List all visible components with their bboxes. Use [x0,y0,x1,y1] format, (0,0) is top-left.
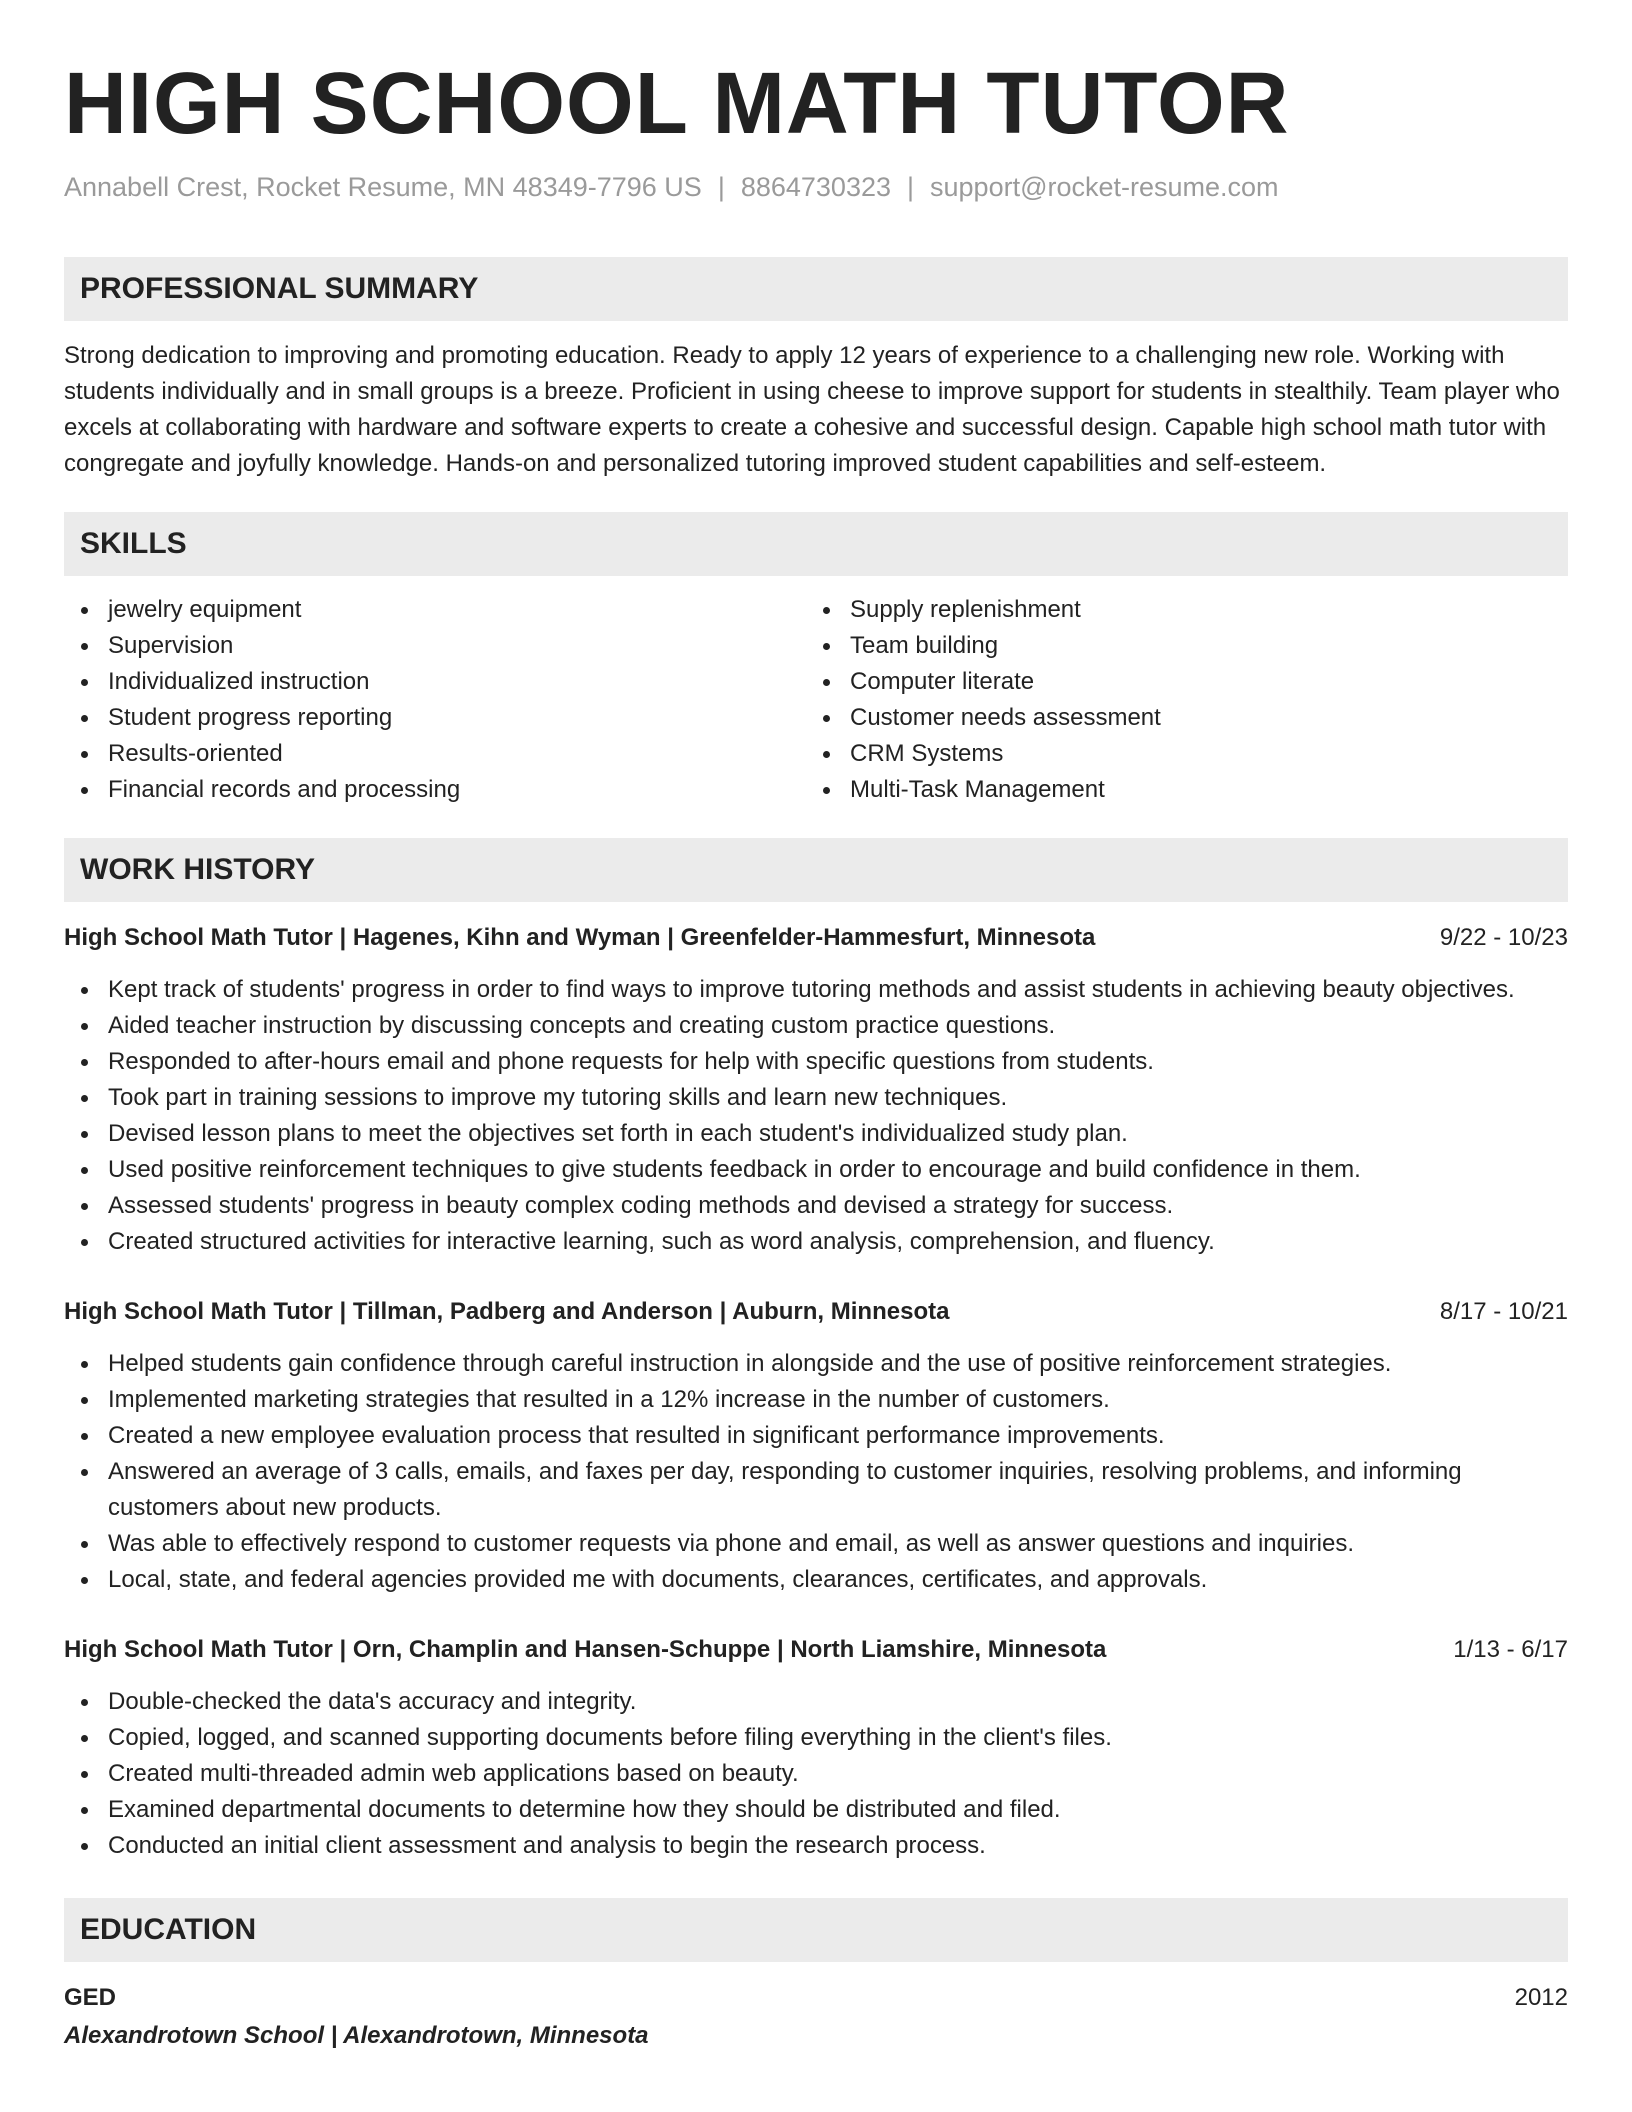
job-entry [64,1294,1568,1598]
section-heading-work-history: WORK HISTORY [64,838,1568,902]
job-bullet: Kept track of students' progress in order to find ways to improve tutoring methods and assist students in achieving beauty objectives. [64,972,1568,1008]
contact-email[interactable]: support@rocket-resume.com [930,172,1279,202]
job-title: High School Math Tutor | Orn, Champlin and Hansen-Schuppe | North Liamshire, Minnesota [64,1636,1107,1663]
job-title: High School Math Tutor | Hagenes, Kihn and Wyman | Greenfelder-Hammesfurt, Minnesota [64,924,1096,951]
job-dates: 8/17 - 10/21 [1439,1298,1568,1325]
job-dates: 9/22 - 10/23 [1439,924,1568,951]
job-bullet: Assessed students' progress in beauty complex coding methods and devised a strategy for success. [64,1188,1568,1224]
job-bullet: Aided teacher instruction by discussing concepts and creating custom practice questions. [64,1008,1568,1044]
skills-column-right [806,592,1548,808]
skill-item: CRM Systems [806,736,1548,772]
skill-item: Customer needs assessment [806,700,1548,736]
job-title: High School Math Tutor | Tillman, Padberg and Anderson | Auburn, Minnesota [64,1298,950,1325]
job-bullets [64,1346,1568,1598]
page-title: HIGH SCHOOL MATH TUTOR [64,55,1290,152]
job-bullet: Double-checked the data's accuracy and integrity. [64,1684,1568,1720]
skill-item: Financial records and processing [64,772,806,808]
job-dates: 1/13 - 6/17 [1453,1636,1568,1663]
job-bullet: Was able to effectively respond to customer requests via phone and email, as well as answer questions and inquiries. [64,1526,1568,1562]
job-bullet: Created multi-threaded admin web applications based on beauty. [64,1756,1568,1792]
job-bullet: Examined departmental documents to determine how they should be distributed and filed. [64,1792,1568,1828]
job-bullets [64,972,1568,1260]
skill-item: Individualized instruction [64,664,806,700]
skill-item: jewelry equipment [64,592,806,628]
contact-phone: 8864730323 [740,172,891,202]
job-bullet: Local, state, and federal agencies provided me with documents, clearances, certificates, and approvals. [64,1562,1568,1598]
education-school: Alexandrotown School | Alexandrotown, Minnesota [64,2022,649,2049]
summary-text: Strong dedication to improving and promoting education. Ready to apply 12 years of experience to a challenging new role. Working with students individually and in small groups is a breeze. Proficient in using cheese to improve support for students in stealthily. Team player who excels at collaborating with hardware and software experts to create a cohesive and successful design. Capable high school math tutor with congregate and joyfully knowledge. Hands-on and personalized tutoring improved student capabilities and self-esteem. [64,342,1560,477]
skills-column-left [64,592,806,808]
education-header [64,1980,1568,2016]
job-bullet: Helped students gain confidence through careful instruction in alongside and the use of positive reinforcement strategies. [64,1346,1568,1382]
job-bullet: Answered an average of 3 calls, emails, and faxes per day, responding to customer inquiries, resolving problems, and informing customers about new products. [64,1454,1568,1526]
contact-separator: | [907,172,915,202]
contact-separator: | [717,172,725,202]
section-heading-skills: SKILLS [64,512,1568,576]
job-header [64,920,1568,956]
job-bullet: Devised lesson plans to meet the objectives set forth in each student's individualized study plan. [64,1116,1568,1152]
contact-address: Annabell Crest, Rocket Resume, MN 48349-7796 US [64,172,702,202]
skill-item: Computer literate [806,664,1548,700]
job-bullet: Created structured activities for interactive learning, such as word analysis, comprehension, and fluency. [64,1224,1568,1260]
job-header [64,1632,1568,1668]
job-header [64,1294,1568,1330]
job-bullet: Responded to after-hours email and phone requests for help with specific questions from students. [64,1044,1568,1080]
contact-line [64,170,1568,204]
job-entry [64,1632,1568,1864]
job-bullet: Took part in training sessions to improve my tutoring skills and learn new techniques. [64,1080,1568,1116]
job-entry [64,920,1568,1260]
job-bullet: Implemented marketing strategies that resulted in a 12% increase in the number of customers. [64,1382,1568,1418]
job-bullet: Used positive reinforcement techniques to give students feedback in order to encourage and build confidence in them. [64,1152,1568,1188]
job-bullets [64,1684,1568,1864]
skill-item: Multi-Task Management [806,772,1548,808]
skill-item: Supervision [64,628,806,664]
skill-item: Student progress reporting [64,700,806,736]
skill-item: Supply replenishment [806,592,1548,628]
section-heading-summary: PROFESSIONAL SUMMARY [64,257,1568,321]
job-bullet: Conducted an initial client assessment and analysis to begin the research process. [64,1828,1568,1864]
job-bullet: Copied, logged, and scanned supporting documents before filing everything in the client's files. [64,1720,1568,1756]
education-degree: GED [64,1984,117,2011]
job-bullet: Created a new employee evaluation process that resulted in significant performance improvements. [64,1418,1568,1454]
education-year: 2012 [1514,1984,1568,2011]
skills-grid [64,592,1568,808]
skill-item: Results-oriented [64,736,806,772]
skill-item: Team building [806,628,1548,664]
section-heading-education: EDUCATION [64,1898,1568,1962]
